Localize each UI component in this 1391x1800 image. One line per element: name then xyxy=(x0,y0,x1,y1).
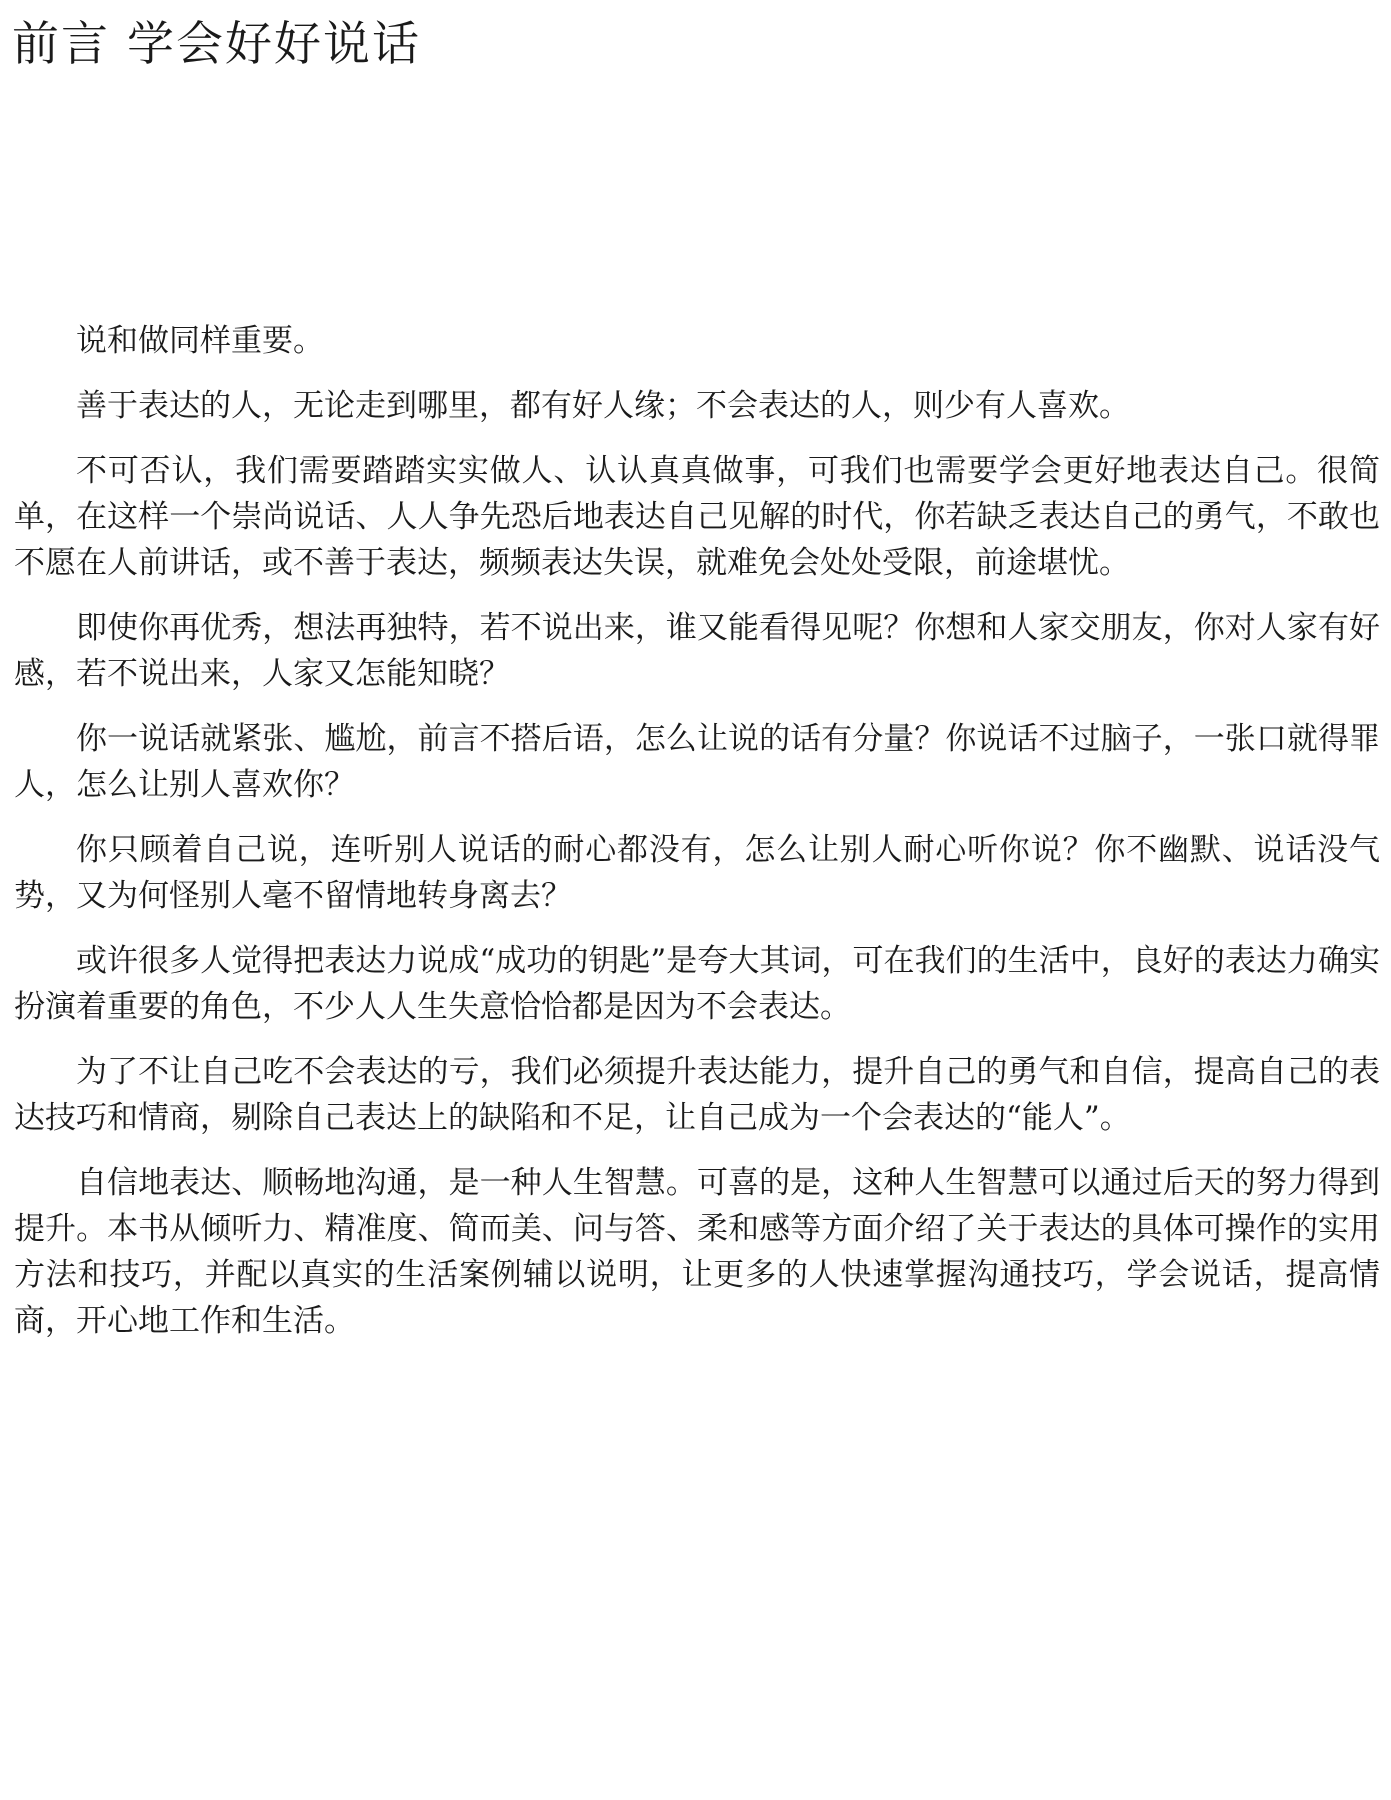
preface-body xyxy=(14,318,1380,1363)
page-title: 前言 学会好好说话 xyxy=(12,17,421,72)
paragraph: 或许很多人觉得把表达力说成“成功的钥匙”是夸大其词，可在我们的生活中，良好的表达力确实扮演着重要的角色，不少人人生失意恰恰都是因为不会表达。 xyxy=(14,943,1380,1025)
paragraph: 善于表达的人，无论走到哪里，都有好人缘；不会表达的人，则少有人喜欢。 xyxy=(76,388,1130,424)
paragraph: 你一说话就紧张、尴尬，前言不搭后语，怎么让说的话有分量？你说话不过脑子，一张口就得罪人，怎么让别人喜欢你？ xyxy=(14,721,1380,803)
paragraph: 你只顾着自己说，连听别人说话的耐心都没有，怎么让别人耐心听你说？你不幽默、说话没气势，又为何怪别人毫不留情地转身离去？ xyxy=(14,832,1380,914)
paragraph: 自信地表达、顺畅地沟通，是一种人生智慧。可喜的是，这种人生智慧可以通过后天的努力得到提升。本书从倾听力、精准度、简而美、问与答、柔和感等方面介绍了关于表达的具体可操作的实用方法和技巧，并配以真实的生活案例辅以说明，让更多的人快速掌握沟通技巧，学会说话，提高情商，开心地工作和生活。 xyxy=(14,1165,1380,1339)
paragraph: 为了不让自己吃不会表达的亏，我们必须提升表达能力，提升自己的勇气和自信，提高自己的表达技巧和情商，剔除自己表达上的缺陷和不足，让自己成为一个会表达的“能人”。 xyxy=(14,1054,1380,1136)
paragraph: 不可否认，我们需要踏踏实实做人、认认真真做事，可我们也需要学会更好地表达自己。很简单，在这样一个崇尚说话、人人争先恐后地表达自己见解的时代，你若缺乏表达自己的勇气，不敢也不愿在人前讲话，或不善于表达，频频表达失误，就难免会处处受限，前途堪忧。 xyxy=(14,453,1380,581)
paragraph: 说和做同样重要。 xyxy=(76,323,324,359)
paragraph: 即使你再优秀，想法再独特，若不说出来，谁又能看得见呢？你想和人家交朋友，你对人家有好感，若不说出来，人家又怎能知晓？ xyxy=(14,610,1380,692)
